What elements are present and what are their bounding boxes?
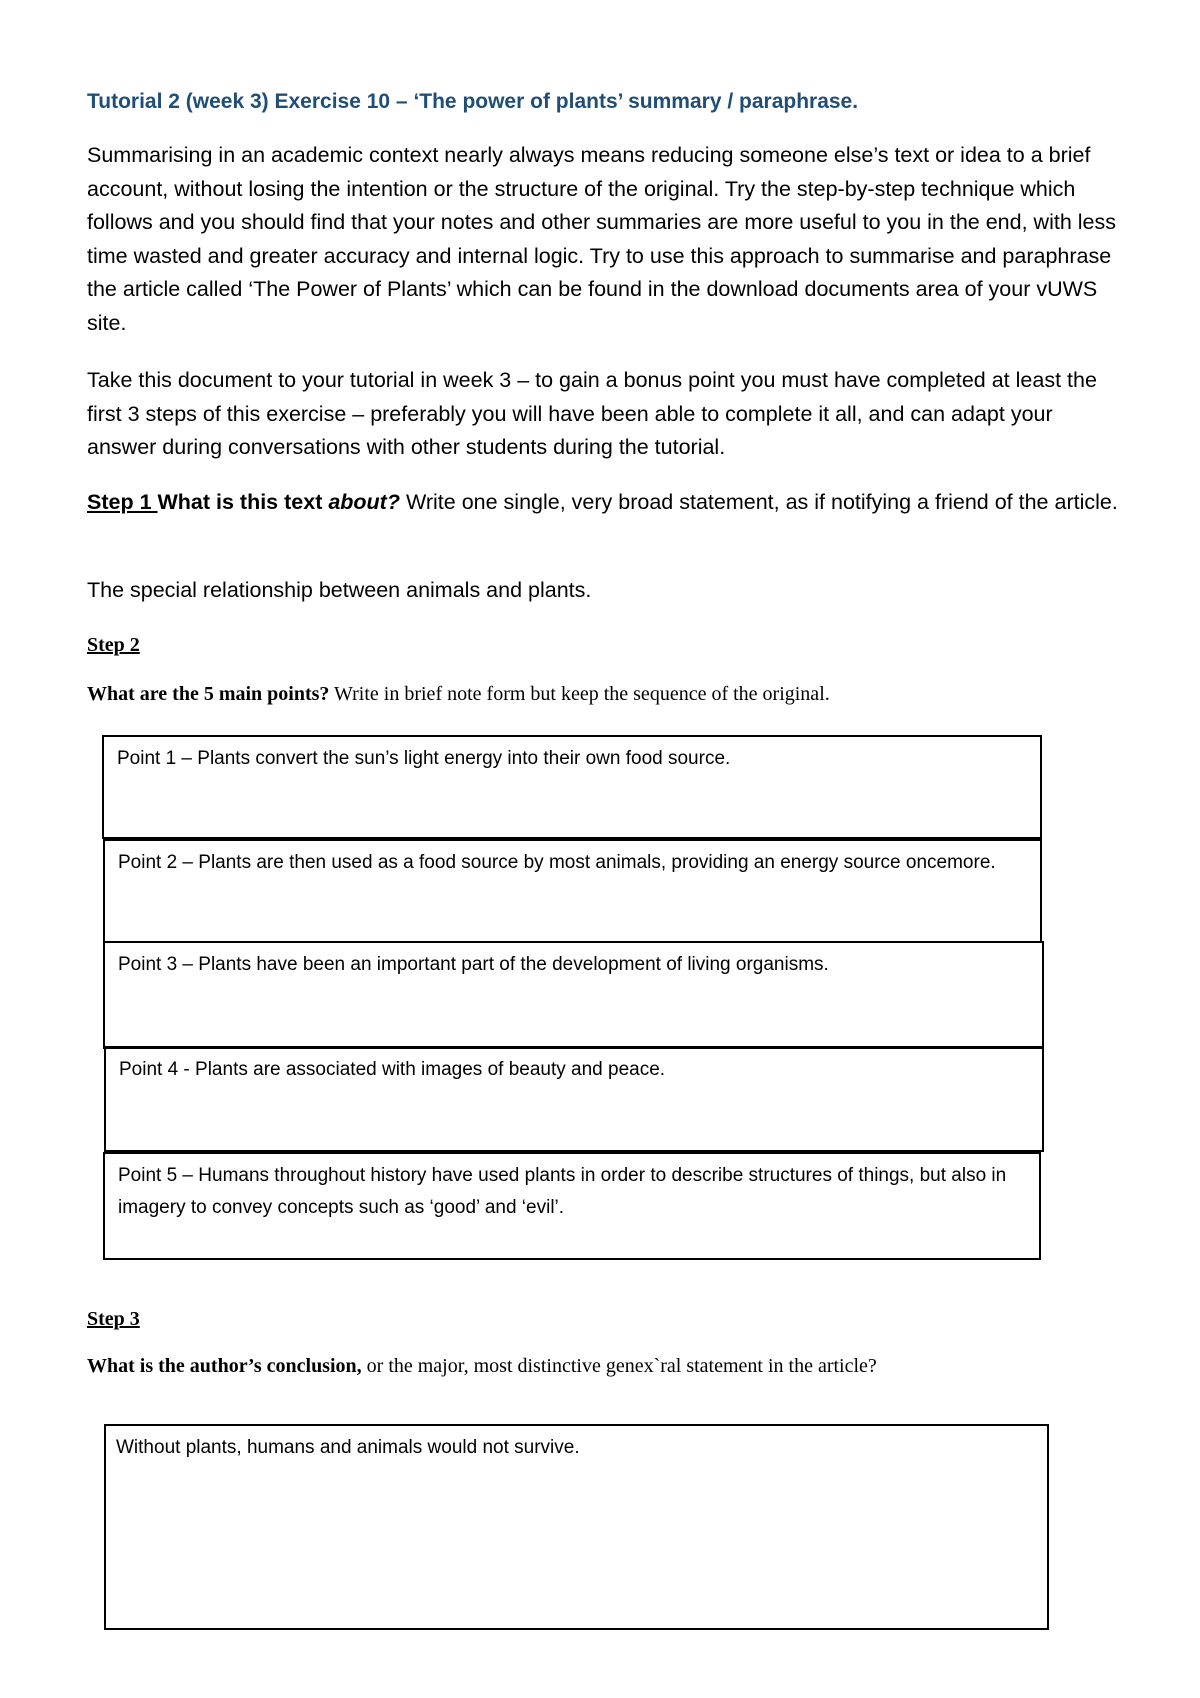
step1-answer: The special relationship between animals and plants. (87, 578, 592, 602)
step1-label: Step 1 (87, 490, 158, 514)
step2-question-rest: Write in brief note form but keep the sequence of the original. (329, 683, 830, 705)
step1-question-prefix: What is this text (157, 490, 329, 514)
step2-question-bold: What are the 5 main points? (87, 683, 330, 705)
step3-question-bold: What is the author’s conclusion, (87, 1355, 362, 1377)
bonus-paragraph: Take this document to your tutorial in week 3 – to gain a bonus point you must have completed at least the first 3 steps of this exercise – preferably you will have been able to complete it all, and can adapt your answer during conversations with other students during the tutorial. (87, 368, 1097, 459)
point-4-box: Point 4 - Plants are associated with images of beauty and peace. (104, 1046, 1044, 1152)
point-5-box: Point 5 – Humans throughout history have used plants in order to describe structures of things, but also in imagery to convey concepts such as ‘good’ and ‘evil’. (103, 1152, 1041, 1260)
point-1-box: Point 1 – Plants convert the sun’s light energy into their own food source. (102, 735, 1042, 839)
conclusion-box: Without plants, humans and animals would not survive. (104, 1424, 1049, 1630)
step3-question (87, 1353, 1147, 1379)
step3-question-rest: or the major, most distinctive genex`ral statement in the article? (361, 1355, 877, 1377)
document-title: Tutorial 2 (week 3) Exercise 10 – ‘The power of plants’ summary / paraphrase. (87, 90, 859, 113)
point-3-box: Point 3 – Plants have been an important part of the development of living organisms. (103, 941, 1044, 1049)
step1-question-emphasis: about? (328, 490, 400, 514)
step2-heading: Step 2 (87, 634, 140, 656)
step2-question (87, 681, 1147, 707)
step3-heading: Step 3 (87, 1308, 140, 1330)
point-2-box: Point 2 – Plants are then used as a food source by most animals, providing an energy source oncemore. (103, 839, 1042, 943)
step1-instruction: Write one single, very broad statement, as if notifying a friend of the article. (399, 490, 1118, 514)
intro-paragraph: Summarising in an academic context nearly always means reducing someone else’s text or idea to a brief account, without losing the intention or the structure of the original. Try the step-by-step technique which follows and you should find that your notes and other summaries are more useful to you in the end, with less time wasted and greater accuracy and internal logic. Try to use this approach to summarise and paraphrase the article called ‘The Power of Plants’ which can be found in the download documents area of your vUWS site. (87, 143, 1116, 335)
step1-question (87, 486, 1127, 520)
